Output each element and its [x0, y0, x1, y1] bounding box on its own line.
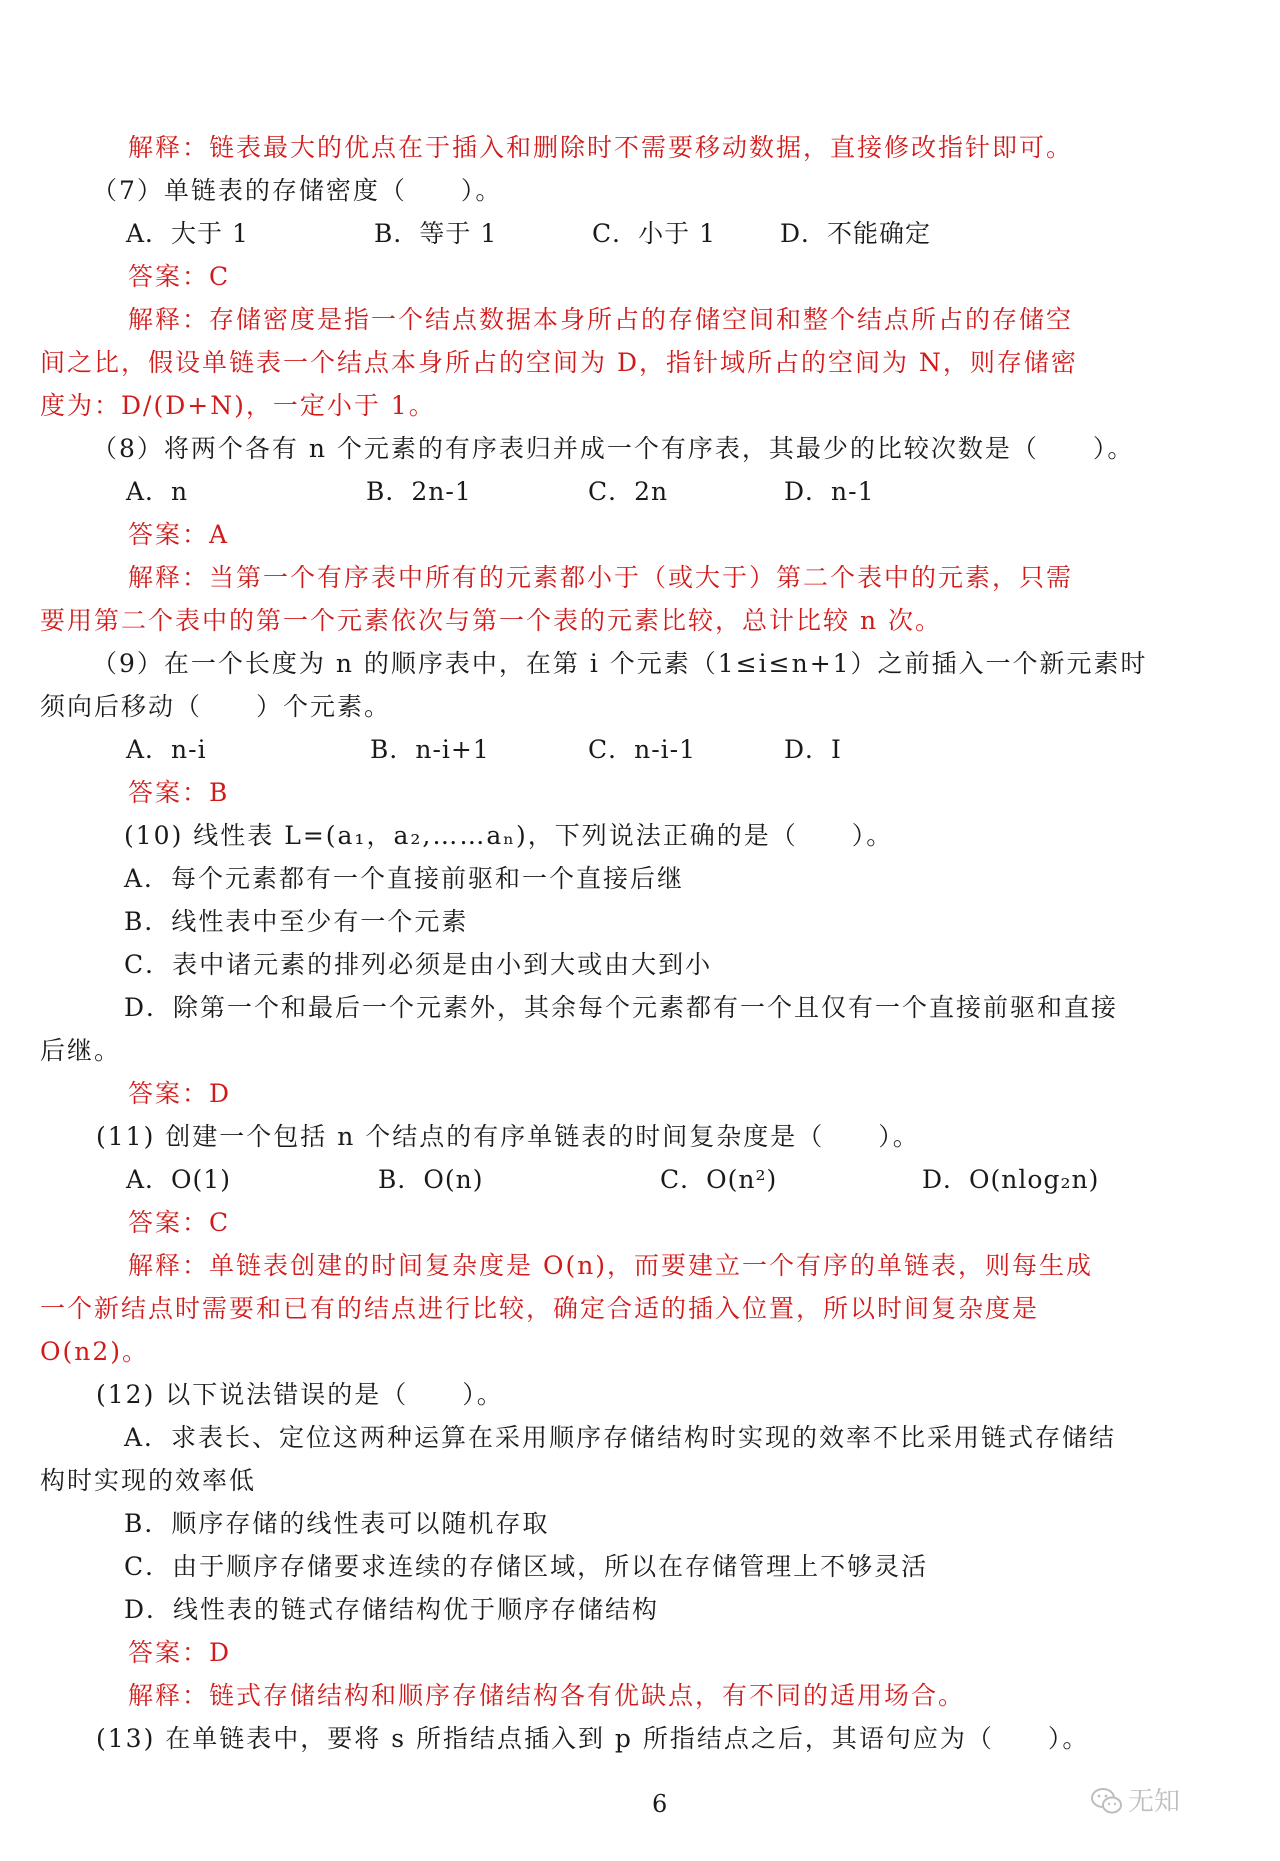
q12-explanation: 解释：链式存储结构和顺序存储结构各有优缺点，有不同的适用场合。	[128, 1681, 966, 1710]
q12-option-b: B．顺序存储的线性表可以随机存取	[124, 1509, 550, 1538]
q13-question: (13) 在单链表中，要将 s 所指结点插入到 p 所指结点之后，其语句应为（ ）。	[96, 1724, 1090, 1753]
q7-question: （7）单链表的存储密度（ ）。	[92, 176, 503, 205]
q7-explanation-3: 度为：D/(D+N)，一定小于 1。	[40, 391, 436, 420]
q12-question: (12) 以下说法错误的是（ ）。	[96, 1380, 504, 1409]
q8-option-b: B．2n-1	[366, 477, 472, 506]
q6-explanation: 解释：链表最大的优点在于插入和删除时不需要移动数据，直接修改指针即可。	[128, 133, 1074, 162]
q11-option-d: D．O(nlog₂n)	[922, 1165, 1100, 1194]
q11-answer: 答案：C	[128, 1208, 231, 1237]
q10-option-d-2: 后继。	[40, 1036, 122, 1065]
page-number: 6	[652, 1790, 668, 1818]
q7-explanation-1: 解释：存储密度是指一个结点数据本身所占的存储空间和整个结点所占的存储空	[128, 305, 1074, 334]
q12-option-a-2: 构时实现的效率低	[40, 1466, 257, 1495]
q9-question-1: （9）在一个长度为 n 的顺序表中，在第 i 个元素（1≤i≤n+1）之前插入一个新元素时	[92, 649, 1148, 678]
q12-option-c: C．由于顺序存储要求连续的存储区域，所以在存储管理上不够灵活	[124, 1552, 929, 1581]
q11-explanation-2: 一个新结点时需要和已有的结点进行比较，确定合适的插入位置，所以时间复杂度是	[40, 1294, 1040, 1323]
q10-option-a: A．每个元素都有一个直接前驱和一个直接后继	[124, 864, 685, 893]
q11-explanation-1: 解释：单链表创建的时间复杂度是 O(n)，而要建立一个有序的单链表，则每生成	[128, 1251, 1094, 1280]
q7-option-b: B．等于 1	[374, 219, 498, 248]
q8-explanation-2: 要用第二个表中的第一个元素依次与第一个表的元素比较，总计比较 n 次。	[40, 606, 942, 635]
q10-option-c: C．表中诸元素的排列必须是由小到大或由大到小	[124, 950, 713, 979]
q11-question: (11) 创建一个包括 n 个结点的有序单链表的时间复杂度是（ ）。	[96, 1122, 920, 1151]
watermark-text: 无知	[1128, 1787, 1181, 1817]
q7-explanation-2: 间之比，假设单链表一个结点本身所占的空间为 D，指针域所占的空间为 N，则存储密	[40, 348, 1078, 377]
q8-option-c: C．2n	[588, 477, 669, 506]
q8-answer: 答案：A	[128, 520, 230, 549]
q7-answer: 答案：C	[128, 262, 231, 291]
q9-question-2: 须向后移动（ ）个元素。	[40, 692, 392, 721]
q10-option-d-1: D．除第一个和最后一个元素外，其余每个元素都有一个且仅有一个直接前驱和直接	[124, 993, 1119, 1022]
q12-answer: 答案：D	[128, 1638, 232, 1667]
q8-question: （8）将两个各有 n 个元素的有序表归并成一个有序表，其最少的比较次数是（ ）。	[92, 434, 1135, 463]
q7-option-d: D．不能确定	[780, 219, 932, 248]
q9-option-d: D．I	[784, 735, 842, 764]
q12-option-d: D．线性表的链式存储结构优于顺序存储结构	[124, 1595, 660, 1624]
q8-option-a: A．n	[126, 477, 189, 506]
q9-answer: 答案：B	[128, 778, 230, 807]
q11-explanation-3: O(n2)。	[40, 1337, 150, 1366]
q10-option-b: B．线性表中至少有一个元素	[124, 907, 469, 936]
wechat-icon	[1090, 1786, 1124, 1816]
q10-answer: 答案：D	[128, 1079, 232, 1108]
q9-option-c: C．n-i-1	[588, 735, 697, 764]
q7-option-a: A．大于 1	[126, 219, 249, 248]
q12-option-a-1: A．求表长、定位这两种运算在采用顺序存储结构时实现的效率不比采用链式存储结	[124, 1423, 1117, 1452]
q10-question: (10) 线性表 L=(a₁，a₂,……aₙ)，下列说法正确的是（ ）。	[124, 821, 894, 850]
q7-option-c: C．小于 1	[592, 219, 716, 248]
q8-option-d: D．n-1	[784, 477, 875, 506]
q9-option-b: B．n-i+1	[370, 735, 490, 764]
q11-option-c: C．O(n²)	[660, 1165, 778, 1194]
q11-option-a: A．O(1)	[126, 1165, 231, 1194]
q9-option-a: A．n-i	[126, 735, 207, 764]
q8-explanation-1: 解释：当第一个有序表中所有的元素都小于（或大于）第二个表中的元素，只需	[128, 563, 1074, 592]
q11-option-b: B．O(n)	[378, 1165, 484, 1194]
